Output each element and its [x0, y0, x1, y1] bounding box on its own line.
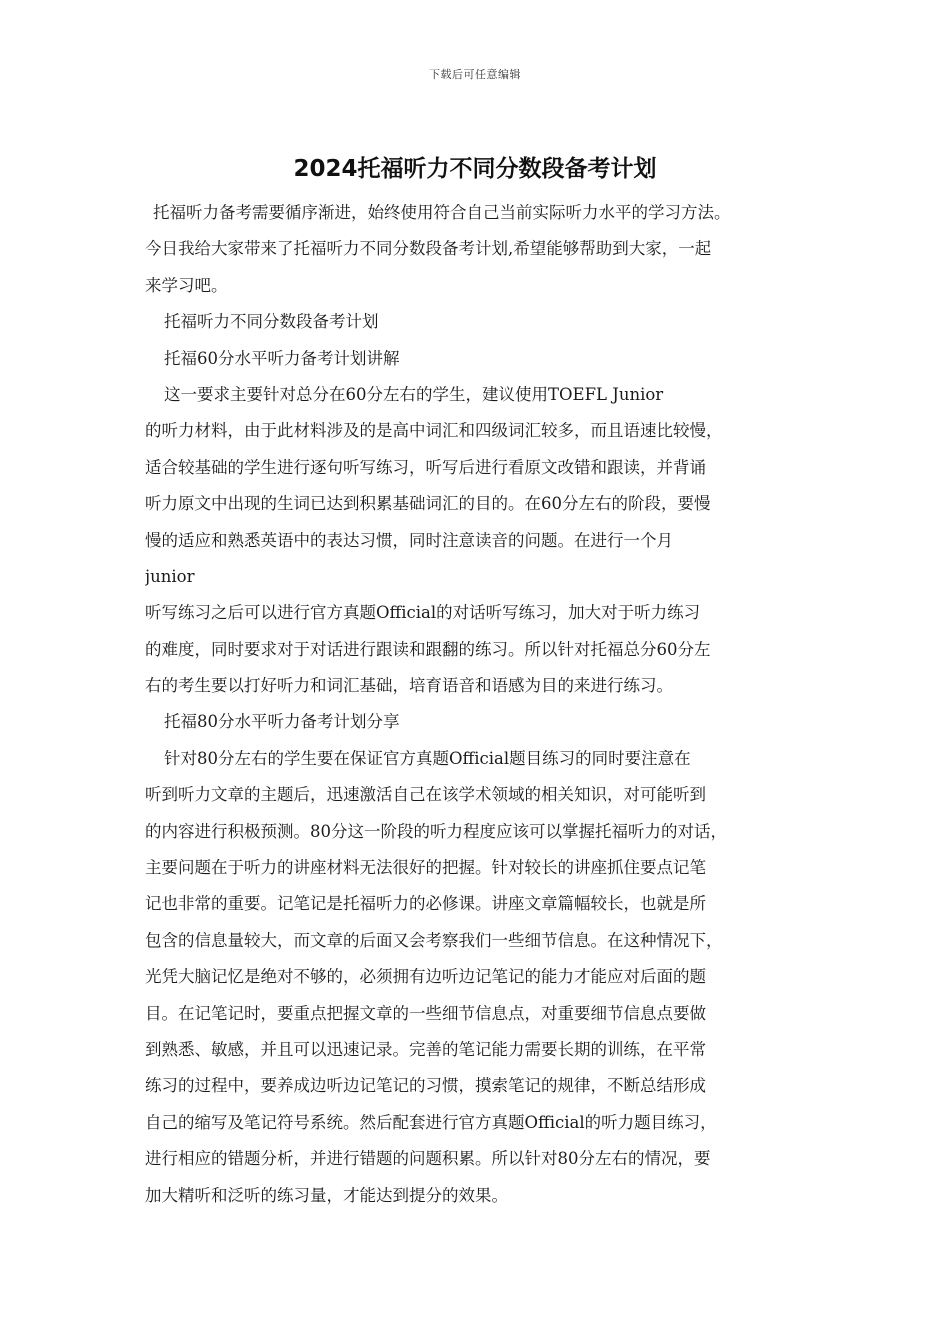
text-line: 到熟悉、敏感，并且可以迅速记录。完善的笔记能力需要长期的训练，在平常 — [145, 1039, 706, 1059]
text-line: 加大精听和泛听的练习量，才能达到提分的效果。 — [145, 1185, 508, 1205]
text-line: 托福听力备考需要循序渐进，始终使用符合自己当前实际听力水平的学习方法。 — [153, 203, 731, 222]
text-line: 听写练习之后可以进行官方真题Official的对话听写练习，加大对于听力练习 — [145, 603, 701, 623]
text-line: 包含的信息量较大，而文章的后面又会考察我们一些细节信息。在这种情况下， — [145, 930, 723, 950]
text-line: 记也非常的重要。记笔记是托福听力的必修课。讲座文章篇幅较长，也就是所 — [145, 894, 706, 914]
text-line: 主要问题在于听力的讲座材料无法很好的把握。针对较长的讲座抓住要点记笔 — [145, 858, 706, 878]
text-line: 练习的过程中，要养成边听边记笔记的习惯，摸索笔记的规律，不断总结形成 — [145, 1076, 706, 1096]
text-line: 目。在记笔记时，要重点把握文章的一些细节信息点，对重要细节信息点要做 — [145, 1003, 706, 1023]
text-line: junior — [145, 566, 195, 586]
text-line: 听到听力文章的主题后，迅速激活自己在该学术领域的相关知识，对可能听到 — [145, 785, 706, 805]
text-line: 托福60分水平听力备考计划讲解 — [164, 348, 400, 368]
text-line: 来学习吧。 — [145, 275, 228, 295]
text-line: 右的考生要以打好听力和词汇基础，培育语音和语感为目的来进行练习。 — [145, 676, 673, 696]
text-line: 的内容进行积极预测。80分这一阶段的听力程度应该可以掌握托福听力的对话， — [145, 821, 727, 841]
document-body — [145, 195, 825, 1214]
text-line: 的听力材料，由于此材料涉及的是高中词汇和四级词汇较多，而且语速比较慢， — [145, 421, 723, 441]
document-title: 2024托福听力不同分数段备考计划 — [293, 156, 657, 182]
text-line: 光凭大脑记忆是绝对不够的，必须拥有边听边记笔记的能力才能应对后面的题 — [145, 967, 706, 987]
text-line: 托福听力不同分数段备考计划 — [164, 312, 379, 332]
text-line: 自己的缩写及笔记符号系统。然后配套进行官方真题Official的听力题目练习， — [145, 1112, 717, 1132]
text-line: 的难度，同时要求对于对话进行跟读和跟翻的练习。所以针对托福总分60分左 — [145, 639, 711, 659]
text-line: 今日我给大家带来了托福听力不同分数段备考计划,希望能够帮助到大家，一起 — [145, 239, 712, 259]
text-line: 针对80分左右的学生要在保证官方真题Official题目练习的同时要注意在 — [164, 748, 691, 768]
text-line: 这一要求主要针对总分在60分左右的学生，建议使用TOEFL Junior — [164, 384, 664, 404]
header-note: 下载后可任意编辑 — [429, 68, 521, 81]
text-line: 听力原文中出现的生词已达到积累基础词汇的目的。在60分左右的阶段，要慢 — [145, 494, 711, 514]
text-line: 适合较基础的学生进行逐句听写练习，听写后进行看原文改错和跟读，并背诵 — [145, 457, 706, 477]
text-line: 进行相应的错题分析，并进行错题的问题积累。所以针对80分左右的情况，要 — [145, 1149, 711, 1169]
text-line: 托福80分水平听力备考计划分享 — [164, 712, 400, 732]
text-line: 慢的适应和熟悉英语中的表达习惯，同时注意读音的问题。在进行一个月 — [145, 530, 673, 550]
